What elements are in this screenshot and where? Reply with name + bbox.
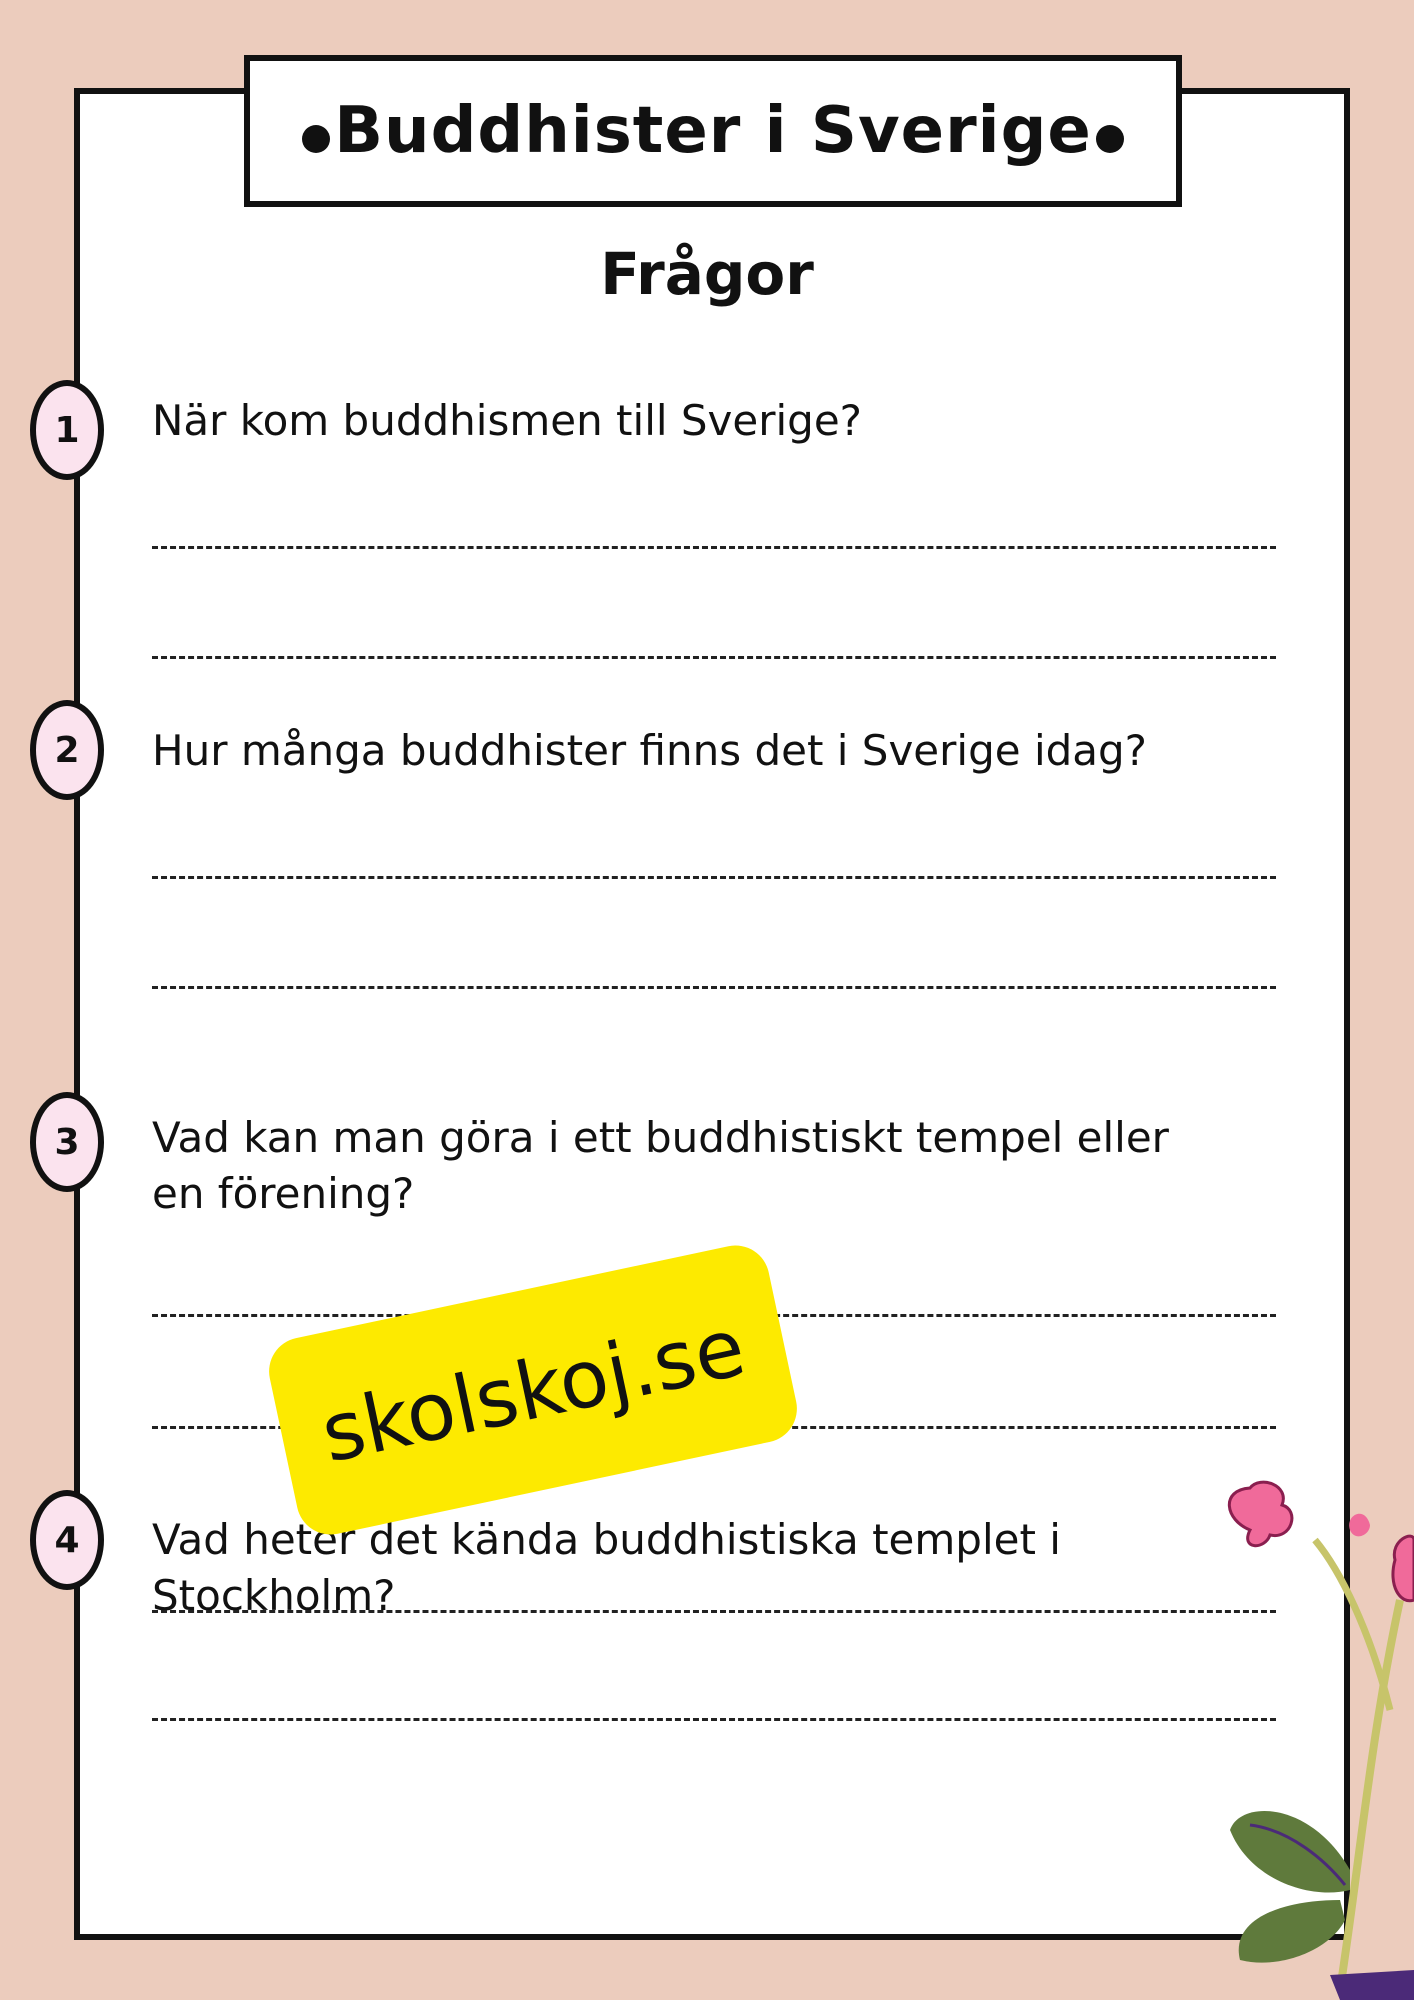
bullet-dot-right (1096, 125, 1124, 153)
worksheet-frame (74, 88, 1350, 1940)
answer-line (152, 546, 1276, 549)
page-title-text: Buddhister i Sverige (334, 94, 1092, 168)
question-number-badge: 3 (30, 1092, 104, 1192)
answer-line (152, 1610, 1276, 1613)
question-text: När kom buddhismen till Sverige? (152, 396, 862, 445)
answer-line (152, 656, 1276, 659)
question-text: Hur många buddhister finns det i Sverige idag? (152, 726, 1147, 775)
watermark-text: skolskoj.se (313, 1299, 753, 1481)
question-number-badge: 1 (30, 380, 104, 480)
page-title (298, 94, 1128, 168)
question-number-badge: 2 (30, 700, 104, 800)
section-heading: Frågor (600, 240, 814, 308)
bullet-dot-left (302, 125, 330, 153)
orchid-plant-icon (1220, 1480, 1414, 2000)
answer-line (152, 1718, 1276, 1721)
title-box (244, 55, 1182, 207)
question-text: Vad kan man göra i ett buddhistiskt tempel eller en förening? (152, 1113, 1169, 1218)
answer-line (152, 986, 1276, 989)
answer-line (152, 876, 1276, 879)
question-text: Vad heter det kända buddhistiska templet i Stockholm? (152, 1515, 1061, 1620)
question-number-badge: 4 (30, 1490, 104, 1590)
